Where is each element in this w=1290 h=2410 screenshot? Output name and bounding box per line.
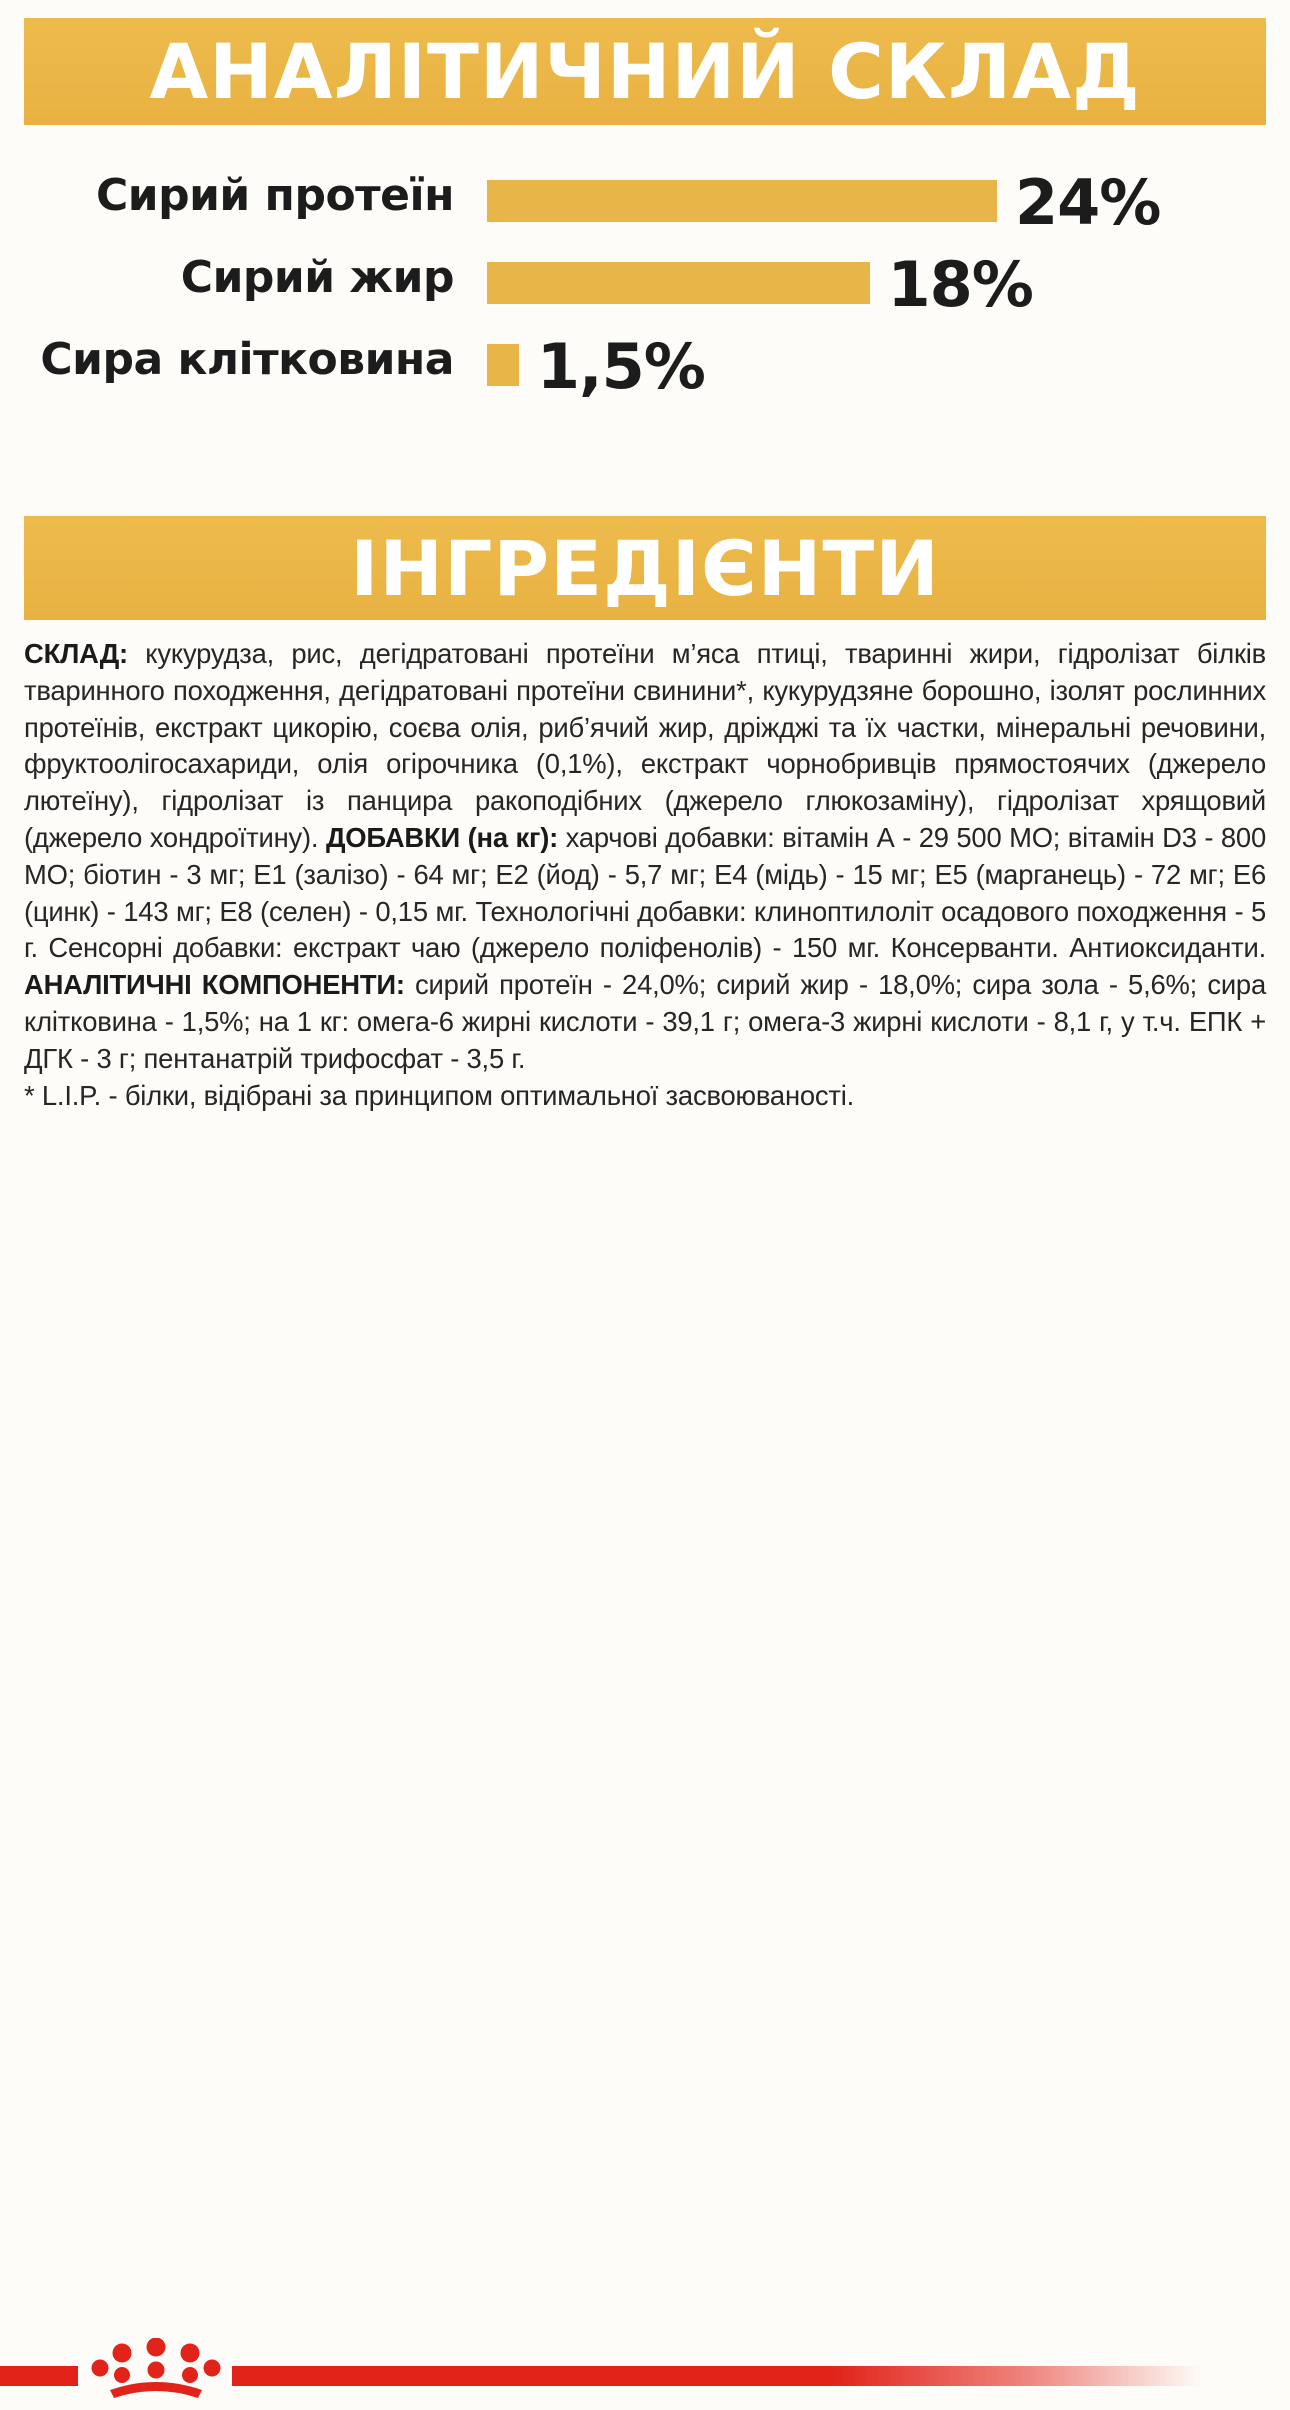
value-label: 18%: [887, 248, 1033, 321]
category-label: Сирий протеїн: [95, 170, 454, 221]
ingredients-text-block: [24, 636, 1266, 1114]
analytic-components-label: АНАЛІТИЧНІ КОМПОНЕНТИ:: [24, 969, 405, 1001]
analytic-composition-chart: [0, 150, 1290, 410]
composition-label: СКЛАД:: [24, 638, 128, 669]
additives-label: ДОБАВКИ (на кг):: [325, 821, 559, 853]
ingredients-title: ІНГРЕДІЄНТИ: [350, 523, 940, 613]
value-label: 1,5%: [536, 330, 705, 403]
category-label: Сирий жир: [180, 252, 454, 303]
additives-text: харчові добавки: вітамін А - 29 500 МО; вітамін D3 - 800 МО; біотин - 3 мг; Е1 (залізо) - 64 мг; Е2 (йод) - 5,7 мг; Е4 (мідь) - 15 мг; Е5 (марганець) - 72 мг; Е6 (цинк) - 143 мг; Е8 (селен) - 0,15 мг. Технологічні добавки: клиноптилоліт осадового походження - 5 г. Сенсорні добавки: екстракт чаю (джерело поліфенолів) - 150 мг. Консерванти. Антиоксиданти.: [24, 821, 1266, 964]
bar: [487, 262, 870, 304]
crown-logo-icon: [88, 2338, 224, 2410]
divider-line-left: [0, 2366, 78, 2386]
bar: [487, 180, 997, 222]
footnote: * L.I.P. - білки, відібрані за принципом оптимальної засвоюваності.: [24, 1079, 855, 1111]
analytic-composition-title: АНАЛІТИЧНИЙ СКЛАД: [149, 27, 1141, 116]
analytic-composition-banner: [24, 18, 1266, 125]
category-label: Сира клітковина: [40, 334, 454, 385]
ingredients-paragraph: [24, 636, 1266, 1078]
value-label: 24%: [1015, 166, 1161, 239]
ingredients-banner: [24, 516, 1266, 620]
divider-line-right: [232, 2366, 1202, 2386]
brand-divider: [0, 1170, 1290, 1240]
bar: [487, 344, 519, 386]
analytic-components-text: сирий протеїн - 24,0%; сирий жир - 18,0%; сира зола - 5,6%; сира клітковина - 1,5%; на 1 кг: омега-6 жирні кислоти - 39,1 г; омега-3 жирні кислоти - 8,1 г, у т.ч. ЕПК + ДГК - 3 г; пентанатрій трифосфат - 3,5 г.: [24, 969, 1266, 1074]
composition-text: кукурудза, рис, дегідратовані протеїни м’яса птиці, тваринні жири, гідролізат білків тваринного походження, дегідратовані протеїни свинини*, кукурудзяне борошно, ізолят рослинних протеїнів, екстракт цикорію, соєва олія, риб’ячий жир, дріжджі та їх частки, мінеральні речовини, фруктоолігосахариди, олія огірочника (0,1%), екстракт чорнобривців прямостоячих (джерело лютеїну), гідролізат із панцира ракоподібних (джерело глюкозаміну), гідролізат хрящовий (джерело хондроїтину).: [24, 638, 1266, 853]
